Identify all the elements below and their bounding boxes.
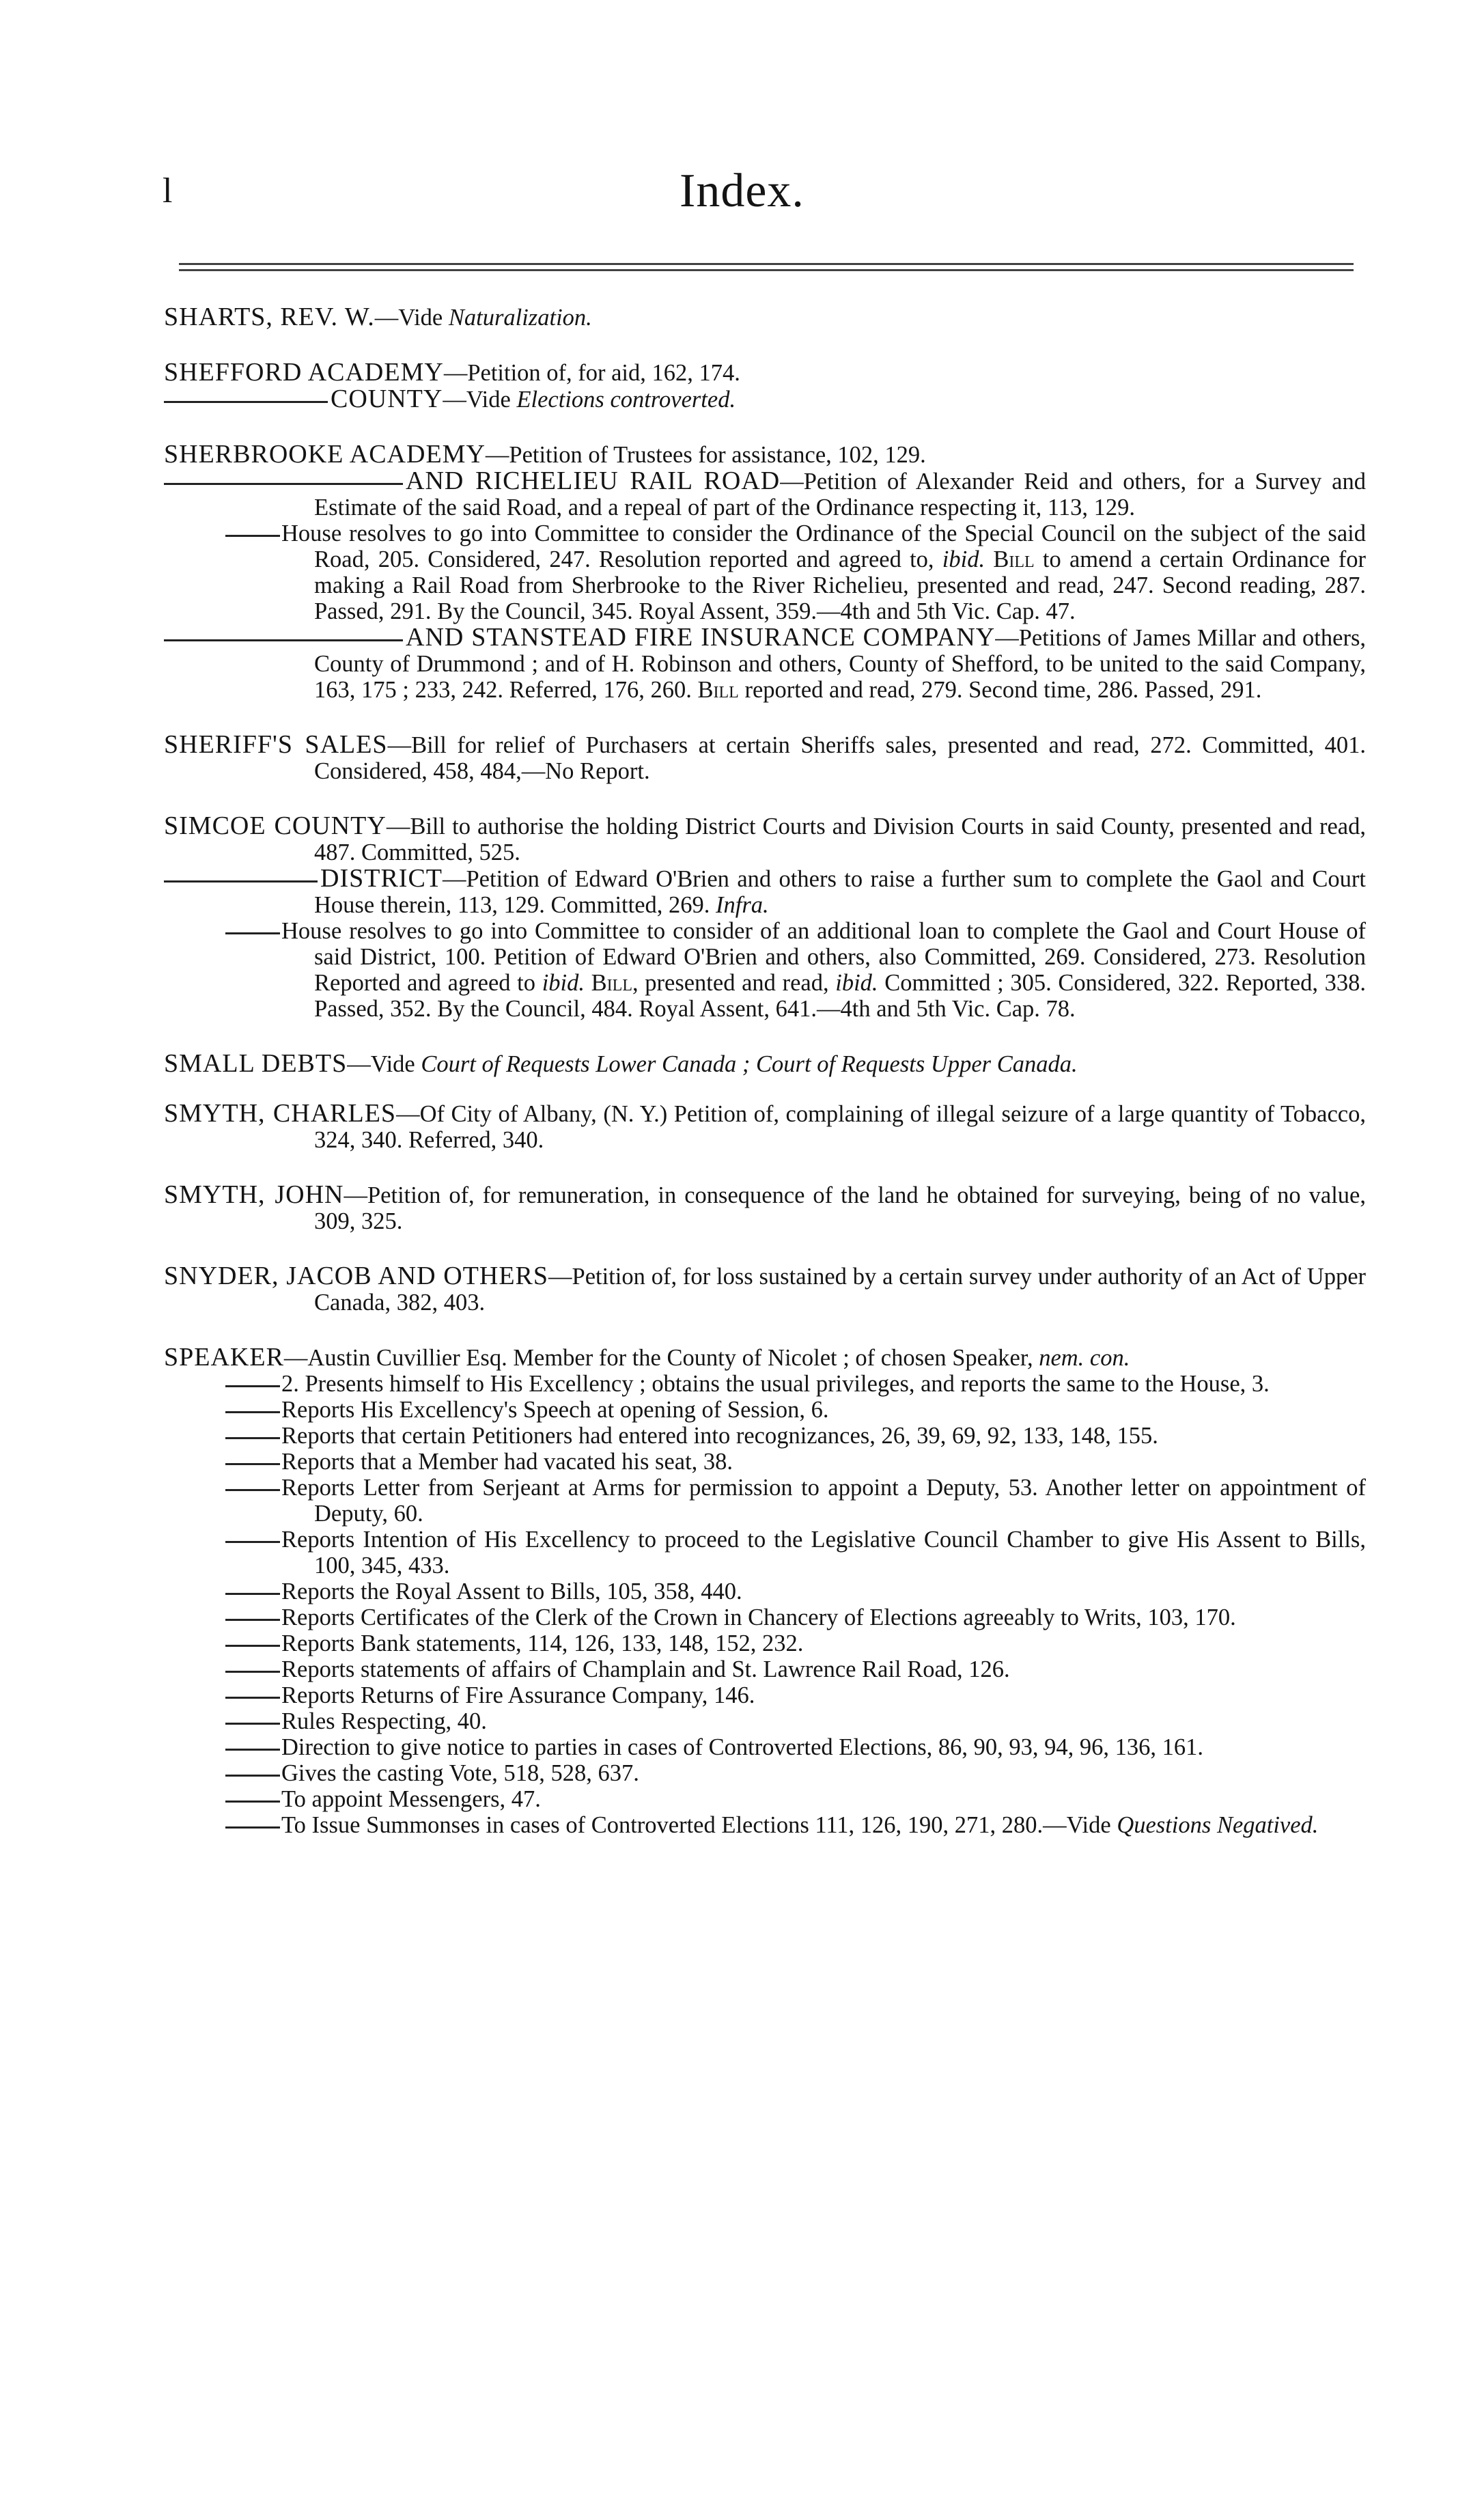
entry-subline — [164, 918, 1366, 1022]
page-header — [0, 164, 1484, 225]
ditto-dash — [164, 401, 328, 403]
entry-cross-reference: Naturalization. — [448, 305, 592, 331]
index-entry-sheriffs-sales — [164, 732, 1366, 784]
entry-text: —Of City of Albany, (N. Y.) Petition of, complaining of illegal seizure of a large quantity of Tobacco, 324, 340. Referred, 340. — [314, 1101, 1366, 1153]
ditto-dash — [225, 1385, 280, 1387]
entry-line — [164, 386, 1366, 413]
ditto-dash — [225, 1489, 280, 1491]
entry-subline — [164, 520, 1366, 624]
entry-text: Reports Returns of Fire Assurance Company, 146. — [281, 1682, 755, 1708]
speaker-subline — [164, 1734, 1366, 1760]
entry-text: Direction to give notice to parties in cases of Controverted Elections, 86, 90, 93, 94, 96, 136, 161. — [281, 1734, 1204, 1760]
ditto-dash — [225, 1697, 280, 1699]
entry-text: —Petition of, for remuneration, in consequence of the land he obtained for surveying, being of no value, 309, 325. — [314, 1182, 1366, 1234]
entry-heading: SIMCOE COUNTY — [164, 811, 387, 840]
entry-heading: SMYTH, CHARLES — [164, 1099, 397, 1128]
entry-bill: Bill — [993, 546, 1035, 572]
entry-text: Reports Certificates of the Clerk of the Crown in Chancery of Elections agreeably to Writs, 103, 170. — [281, 1604, 1236, 1630]
entry-text: —Petition of, for aid, 162, 174. — [443, 360, 740, 386]
speaker-subline — [164, 1812, 1366, 1838]
entry-ibid: ibid. — [942, 546, 985, 572]
entry-cross-reference: Court of Requests Lower Canada ; Court of Requests Upper Canada. — [421, 1051, 1078, 1077]
header-double-rule — [179, 263, 1354, 271]
speaker-subline — [164, 1708, 1366, 1734]
ditto-dash — [225, 1801, 280, 1803]
entry-subheading: AND RICHELIEU RAIL ROAD — [406, 467, 781, 495]
entry-nem-con: nem. con. — [1039, 1345, 1130, 1371]
speaker-subline — [164, 1449, 1366, 1475]
entry-text: Reports that certain Petitioners had entered into recognizances, 26, 39, 69, 92, 133, 148, 155. — [281, 1423, 1158, 1449]
ditto-dash — [164, 880, 318, 882]
ditto-dash — [225, 1437, 280, 1439]
index-entry-simcoe — [164, 813, 1366, 1022]
entry-text: Reports that a Member had vacated his seat, 38. — [281, 1449, 733, 1475]
entry-infra: Infra. — [716, 892, 769, 918]
index-entry-smyth-john — [164, 1182, 1366, 1234]
entry-subheading: DISTRICT — [320, 864, 443, 893]
speaker-subline — [164, 1423, 1366, 1449]
index-entry-smyth-charles — [164, 1100, 1366, 1153]
ditto-dash — [225, 1463, 280, 1465]
entry-heading: SNYDER, JACOB AND OTHERS — [164, 1262, 549, 1290]
entry-text: —Vide — [347, 1051, 421, 1077]
entry-text: —Petition of Alexander Reid and others, for a Survey and Estimate of the said Road, and a repeal of part of the Ordinance respecting it, 113, 129. — [314, 469, 1366, 520]
entry-subheading: AND STANSTEAD FIRE INSURANCE COMPANY — [406, 623, 996, 652]
entry-subheading: COUNTY — [331, 385, 443, 413]
speaker-subline — [164, 1527, 1366, 1579]
entry-line — [164, 813, 1366, 865]
index-entries — [164, 304, 1366, 1867]
entry-heading: SHERBROOKE ACADEMY — [164, 440, 486, 469]
entry-text: To appoint Messengers, 47. — [281, 1786, 541, 1812]
entry-text: House resolves to go into Committee to consider the Ordinance of the Special Council on the subject of the said Road, 205. Considered, 247. Resolution reported and agreed to, — [281, 520, 1366, 572]
speaker-subline — [164, 1656, 1366, 1682]
entry-text: 2. Presents himself to His Excellency ; obtains the usual privileges, and reports the same to the House, 3. — [281, 1371, 1270, 1397]
entry-bill: Bill — [697, 677, 739, 703]
ditto-dash — [225, 1671, 280, 1673]
ditto-dash — [225, 1411, 280, 1413]
index-entry-sharts — [164, 304, 1366, 331]
entry-text: —Vide — [443, 387, 517, 413]
entry-text: Reports statements of affairs of Champlain and St. Lawrence Rail Road, 126. — [281, 1656, 1010, 1682]
entry-line — [164, 865, 1366, 918]
speaker-subline — [164, 1371, 1366, 1397]
index-entry-speaker — [164, 1344, 1366, 1838]
entry-text: —Petition of Edward O'Brien and others to raise a further sum to complete the Gaol and Court House therein, 113, 129. Committed, 269. — [314, 866, 1366, 918]
entry-heading: SPEAKER — [164, 1343, 284, 1372]
index-entry-small-debts — [164, 1051, 1366, 1077]
index-entry-shefford — [164, 359, 1366, 413]
entry-bill: Bill, — [591, 970, 639, 996]
entry-text: —Petition of, for loss sustained by a certain survey under authority of an Act of Upper Canada, 382, 403. — [314, 1264, 1367, 1316]
speaker-subline — [164, 1760, 1366, 1786]
entry-text: reported and read, 279. Second time, 286. Passed, 291. — [738, 677, 1262, 703]
entry-text: presented and read, — [638, 970, 836, 996]
ditto-dash — [225, 932, 280, 934]
entry-line — [164, 441, 1366, 468]
ditto-dash — [225, 535, 280, 537]
speaker-subline — [164, 1630, 1366, 1656]
entry-text: to amend a certain Ordinance for making a Rail Road from Sherbrooke to the River Richelieu, presented and read, 247. Second reading, 287. Passed, 291. By the Council, 345. Royal Assent, 359.—4th and 5th Vic. Cap. 47. — [314, 546, 1366, 624]
entry-text: Committed ; 305. Considered, 322. Reported, 338. Passed, 352. By the Council, 484. Royal Assent, 641.—4th and 5th Vic. Cap. 78. — [314, 970, 1366, 1022]
entry-text: Reports His Excellency's Speech at opening of Session, 6. — [281, 1397, 829, 1423]
entry-text: Reports Letter from Serjeant at Arms for permission to appoint a Deputy, 53. Another letter on appointment of Deputy, 60. — [281, 1475, 1366, 1527]
ditto-dash — [225, 1619, 280, 1621]
ditto-dash — [225, 1749, 280, 1751]
entry-line — [164, 468, 1366, 520]
ditto-dash — [225, 1593, 280, 1595]
entry-cross-reference: Questions Negatived. — [1117, 1812, 1319, 1838]
speaker-subline — [164, 1682, 1366, 1708]
speaker-subline — [164, 1604, 1366, 1630]
entry-text: To Issue Summonses in cases of Controverted Elections 111, 126, 190, 271, 280.—Vide — [281, 1812, 1117, 1838]
entry-text: —Vide — [374, 305, 449, 331]
entry-heading: SHARTS, REV. W. — [164, 303, 375, 331]
entry-text: —Bill for relief of Purchasers at certain Sheriffs sales, presented and read, 272. Committed, 401. Considered, 458, 484,—No Report. — [314, 732, 1366, 784]
entry-text: Reports Bank statements, 114, 126, 133, 148, 152, 232. — [281, 1630, 804, 1656]
ditto-dash — [225, 1723, 280, 1725]
entry-line — [164, 624, 1366, 703]
entry-heading: SHEFFORD ACADEMY — [164, 358, 444, 387]
entry-heading: SMYTH, JOHN — [164, 1180, 344, 1209]
entry-line — [164, 359, 1366, 386]
page-title: Index. — [680, 165, 804, 217]
entry-text: Reports the Royal Assent to Bills, 105, 358, 440. — [281, 1579, 742, 1604]
entry-cross-reference: Elections controverted. — [516, 387, 736, 413]
entry-ibid: ibid. — [542, 970, 585, 996]
ditto-dash — [225, 1775, 280, 1777]
entry-text: —Austin Cuvillier Esq. Member for the County of Nicolet ; of chosen Speaker, — [283, 1345, 1039, 1371]
ditto-dash — [164, 483, 403, 485]
page-number: l — [163, 171, 174, 210]
index-entry-snyder — [164, 1263, 1366, 1316]
entry-text: —Petitions of James Millar and others, County of Drummond ; and of H. Robinson and others, County of Shefford, to be united to the said Company, 163, 175 ; 233, 242. Referred, 176, 260. — [314, 625, 1366, 703]
entry-text: Reports Intention of His Excellency to proceed to the Legislative Council Chamber to give His Assent to Bills, 100, 345, 433. — [281, 1527, 1366, 1579]
entry-line — [164, 1344, 1366, 1371]
speaker-subline — [164, 1475, 1366, 1527]
entry-ibid: ibid. — [835, 970, 878, 996]
ditto-dash — [225, 1826, 280, 1829]
entry-text: House resolves to go into Committee to consider of an additional loan to complete the Gaol and Court House of said District, 100. Petition of Edward O'Brien and others, also Committed, 269. Considered, 273. Resolution Reported and agreed to — [281, 918, 1366, 996]
ditto-dash — [225, 1541, 280, 1543]
speaker-subline — [164, 1786, 1366, 1812]
entry-text: —Bill to authorise the holding District Courts and Division Courts in said County, presented and read, 487. Committed, 525. — [314, 814, 1366, 865]
speaker-subline — [164, 1579, 1366, 1604]
index-entry-sherbrooke — [164, 441, 1366, 703]
entry-text: Rules Respecting, 40. — [281, 1708, 487, 1734]
entry-text: Gives the casting Vote, 518, 528, 637. — [281, 1760, 639, 1786]
entry-heading: SHERIFF'S SALES — [164, 730, 388, 759]
speaker-subline — [164, 1397, 1366, 1423]
entry-text: —Petition of Trustees for assistance, 102, 129. — [485, 442, 926, 468]
ditto-dash — [225, 1645, 280, 1647]
entry-heading: SMALL DEBTS — [164, 1049, 348, 1078]
ditto-dash — [164, 639, 403, 641]
